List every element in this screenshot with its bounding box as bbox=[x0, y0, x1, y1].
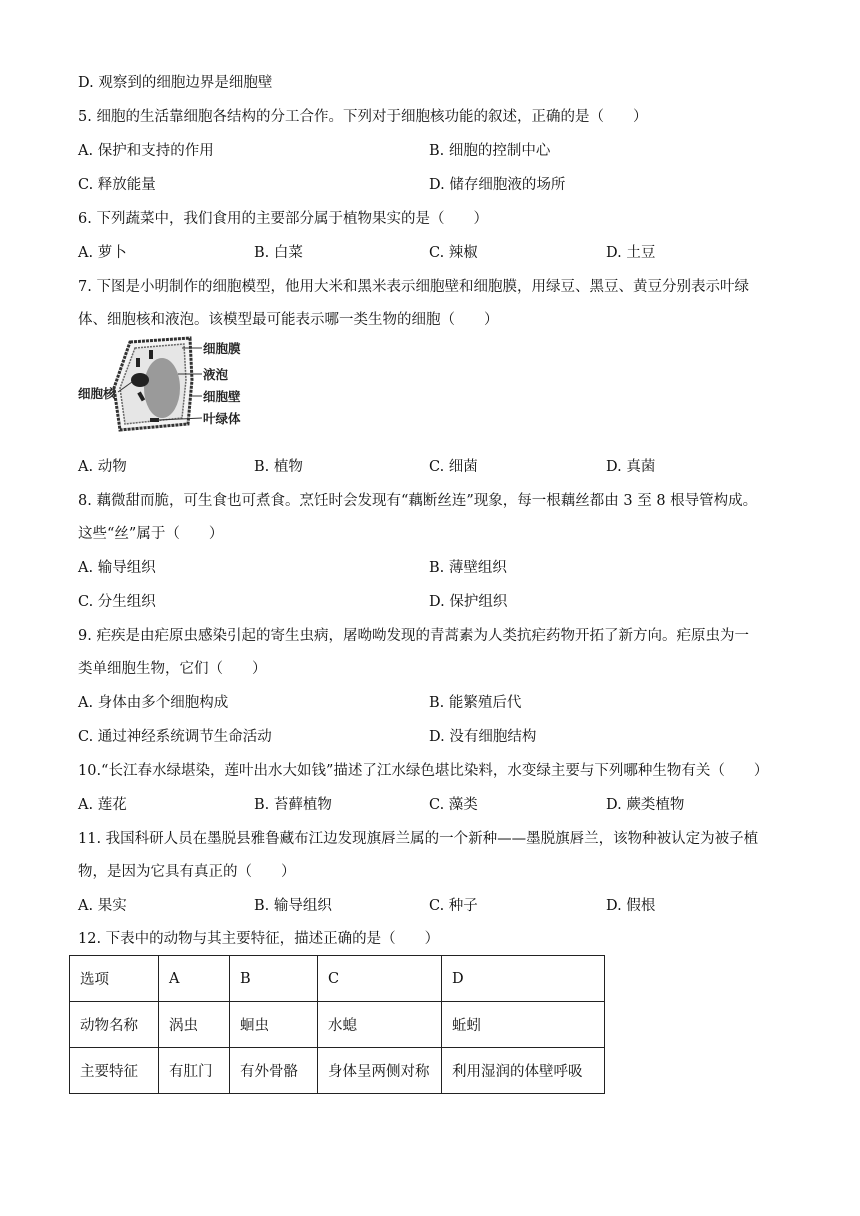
q6-option-a: A. 萝卜 bbox=[78, 245, 127, 261]
cell-model-figure bbox=[78, 336, 248, 436]
q6-option-b: B. 白菜 bbox=[254, 245, 303, 261]
table-cell: B bbox=[230, 956, 318, 1002]
label-vacuole: 液泡 bbox=[203, 367, 229, 382]
q9-stem-line1: 9. 疟疾是由疟原虫感染引起的寄生虫病，屠呦呦发现的青蒿素为人类抗疟药物开拓了新方向。疟原虫为一 bbox=[78, 628, 749, 644]
q7-option-d: D. 真菌 bbox=[606, 459, 656, 475]
table-cell: C bbox=[318, 956, 442, 1002]
q11-option-d: D. 假根 bbox=[606, 898, 656, 914]
label-chloroplast: 叶绿体 bbox=[203, 411, 241, 426]
q7-stem-line1: 7. 下图是小明制作的细胞模型，他用大米和黑米表示细胞壁和细胞膜，用绿豆、黑豆、黄豆分别表示叶绿 bbox=[78, 279, 749, 295]
table-cell: 主要特征 bbox=[70, 1048, 159, 1094]
q8-stem-line1: 8. 藕微甜而脆，可生食也可煮食。烹饪时会发现有“藕断丝连”现象，每一根藕丝都由 3 至 8 根导管构成。 bbox=[78, 493, 758, 509]
chloroplast-shape bbox=[150, 418, 159, 422]
table-cell: 动物名称 bbox=[70, 1002, 159, 1048]
q5-stem: 5. 细胞的生活靠细胞各结构的分工合作。下列对于细胞核功能的叙述，正确的是（ ） bbox=[78, 109, 648, 125]
q10-option-d: D. 蕨类植物 bbox=[606, 797, 685, 813]
q7-option-a: A. 动物 bbox=[78, 459, 127, 475]
chloroplast-shape bbox=[149, 350, 153, 359]
table-cell: 蛔虫 bbox=[230, 1002, 318, 1048]
q5-option-a: A. 保护和支持的作用 bbox=[78, 143, 214, 159]
table-cell: 选项 bbox=[70, 956, 159, 1002]
vacuole-shape bbox=[144, 358, 180, 418]
q5-option-c: C. 释放能量 bbox=[78, 177, 156, 193]
q8-option-b: B. 薄壁组织 bbox=[429, 560, 507, 576]
q7-option-c: C. 细菌 bbox=[429, 459, 478, 475]
table-row bbox=[70, 1002, 605, 1048]
nucleus-shape bbox=[131, 373, 149, 387]
q9-option-c: C. 通过神经系统调节生命活动 bbox=[78, 729, 272, 745]
table-row bbox=[70, 1048, 605, 1094]
table-cell: 涡虫 bbox=[159, 1002, 230, 1048]
q8-option-a: A. 输导组织 bbox=[78, 560, 156, 576]
q11-option-a: A. 果实 bbox=[78, 898, 127, 914]
q4-option-d: D. 观察到的细胞边界是细胞壁 bbox=[78, 75, 273, 91]
q10-option-a: A. 莲花 bbox=[78, 797, 127, 813]
q11-option-c: C. 种子 bbox=[429, 898, 478, 914]
q5-option-d: D. 储存细胞液的场所 bbox=[429, 177, 566, 193]
q11-stem-line2: 物，是因为它具有真正的（ ） bbox=[78, 864, 296, 880]
table-cell: 身体呈两侧对称 bbox=[318, 1048, 442, 1094]
q6-option-d: D. 土豆 bbox=[606, 245, 656, 261]
q8-stem-line2: 这些“丝”属于（ ） bbox=[78, 526, 224, 542]
label-cell-membrane: 细胞膜 bbox=[203, 341, 241, 356]
table-cell: 有外骨骼 bbox=[230, 1048, 318, 1094]
q9-option-b: B. 能繁殖后代 bbox=[429, 695, 522, 711]
table-cell: 利用湿润的体壁呼吸 bbox=[442, 1048, 605, 1094]
q12-table bbox=[69, 955, 605, 1094]
q10-option-b: B. 苔藓植物 bbox=[254, 797, 332, 813]
q12-stem: 12. 下表中的动物与其主要特征，描述正确的是（ ） bbox=[78, 931, 440, 947]
q9-option-a: A. 身体由多个细胞构成 bbox=[78, 695, 229, 711]
q8-option-c: C. 分生组织 bbox=[78, 594, 156, 610]
q8-option-d: D. 保护组织 bbox=[429, 594, 508, 610]
table-cell: 水螅 bbox=[318, 1002, 442, 1048]
table-row bbox=[70, 956, 605, 1002]
table-cell: A bbox=[159, 956, 230, 1002]
table-cell: D bbox=[442, 956, 605, 1002]
q10-option-c: C. 藻类 bbox=[429, 797, 478, 813]
q6-option-c: C. 辣椒 bbox=[429, 245, 478, 261]
q11-stem-line1: 11. 我国科研人员在墨脱县雅鲁藏布江边发现旗唇兰属的一个新种——墨脱旗唇兰，该物种被认定为被子植 bbox=[78, 831, 759, 847]
q6-stem: 6. 下列蔬菜中，我们食用的主要部分属于植物果实的是（ ） bbox=[78, 211, 488, 227]
q9-stem-line2: 类单细胞生物，它们（ ） bbox=[78, 661, 267, 677]
q5-option-b: B. 细胞的控制中心 bbox=[429, 143, 551, 159]
chloroplast-shape bbox=[136, 358, 140, 367]
label-nucleus: 细胞核 bbox=[78, 386, 116, 401]
q11-option-b: B. 输导组织 bbox=[254, 898, 332, 914]
q7-option-b: B. 植物 bbox=[254, 459, 303, 475]
q9-option-d: D. 没有细胞结构 bbox=[429, 729, 537, 745]
label-cell-wall: 细胞壁 bbox=[203, 389, 241, 404]
table-cell: 有肛门 bbox=[159, 1048, 230, 1094]
q7-stem-line2: 体、细胞核和液泡。该模型最可能表示哪一类生物的细胞（ ） bbox=[78, 312, 499, 328]
q10-stem: 10.“长江春水绿堪染，莲叶出水大如钱”描述了江水绿色堪比染料，水变绿主要与下列哪种生物有关（ ） bbox=[78, 763, 769, 779]
table-cell: 蚯蚓 bbox=[442, 1002, 605, 1048]
